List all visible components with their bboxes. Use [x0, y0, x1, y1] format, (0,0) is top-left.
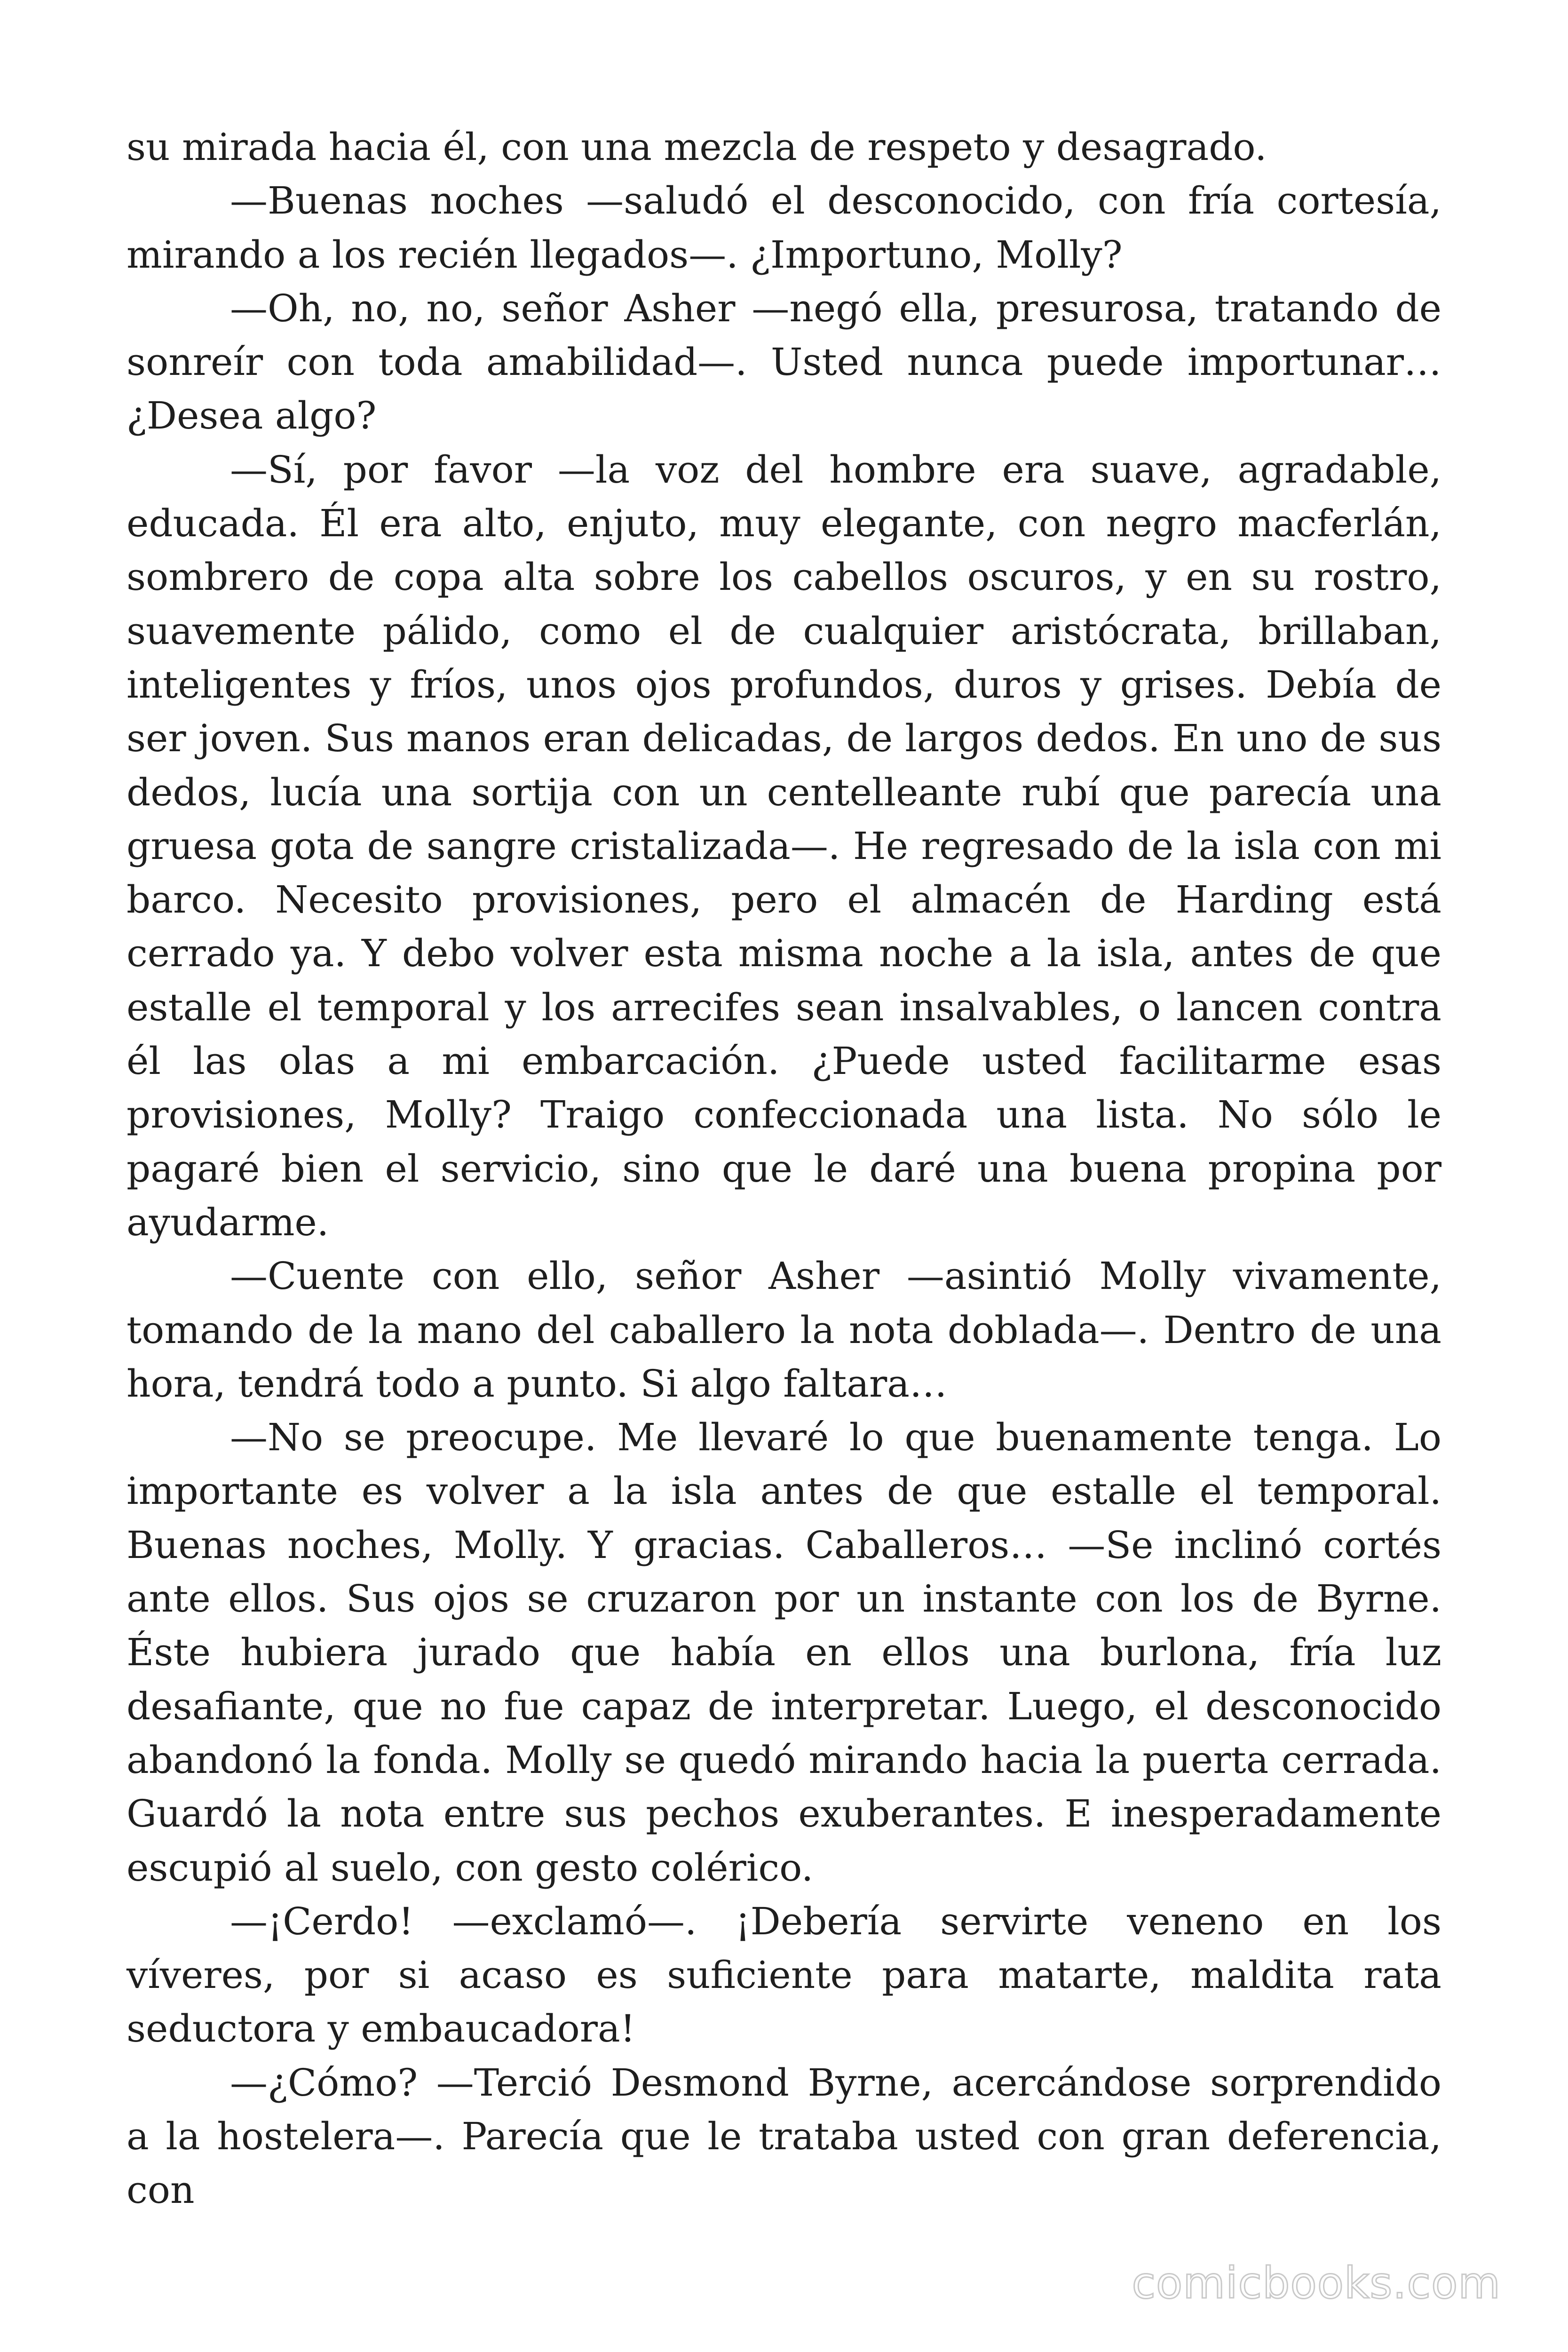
- paragraph-dialogue: —¡Cerdo! —exclamó—. ¡Debería servirte veneno en los víveres, por si acaso es suficiente para matarte, maldita rata seductora y embaucadora!: [127, 1899, 1441, 2051]
- watermark-text: comicbooks.com: [1132, 2258, 1501, 2308]
- paragraph-dialogue: —Oh, no, no, señor Asher —negó ella, presurosa, tratando de sonreír con toda amabilidad—. Usted nunca puede importunar… ¿Desea algo?: [127, 286, 1441, 438]
- paragraph-dialogue: —No se preocupe. Me llevaré lo que buenamente tenga. Lo importante es volver a la isla antes de que estalle el temporal. Buenas noches, Molly. Y gracias. Caballeros… —Se inclinó cortés ante ellos. Sus ojos se cruzaron por un instante con los de Byrne. Éste hubiera jurado que había en ellos una burlona, fría luz desafiante, que no fue capaz de interpretar. Luego, el desconocido abandonó la fonda. Molly se quedó mirando hacia la puerta cerrada. Guardó la nota entre sus pechos exuberantes. E inesperadamente escupió al suelo, con gesto colérico.: [127, 1415, 1441, 1890]
- book-page: [127, 120, 1441, 2217]
- paragraph-continuation: su mirada hacia él, con una mezcla de respeto y desagrado.: [127, 125, 1267, 169]
- paragraph-dialogue: —Cuente con ello, señor Asher —asintió Molly vivamente, tomando de la mano del caballero la nota doblada—. Dentro de una hora, tendrá todo a punto. Si algo faltara…: [127, 1254, 1441, 1406]
- paragraph-dialogue: —Buenas noches —saludó el desconocido, con fría cortesía, mirando a los recién llegados—. ¿Importuno, Molly?: [127, 179, 1441, 277]
- paragraph-dialogue: —Sí, por favor —la voz del hombre era suave, agradable, educada. Él era alto, enjuto, muy elegante, con negro macferlán, sombrero de copa alta sobre los cabellos oscuros, y en su rostro, suavemente pálido, como el de cualquier aristócrata, brillaban, inteligentes y fríos, unos ojos profundos, duros y grises. Debía de ser joven. Sus manos eran delicadas, de largos dedos. En uno de sus dedos, lucía una sortija con un centelleante rubí que parecía una gruesa gota de sangre cristalizada—. He regresado de la isla con mi barco. Necesito provisiones, pero el almacén de Harding está cerrado ya. Y debo volver esta misma noche a la isla, antes de que estalle el temporal y los arrecifes sean insalvables, o lancen contra él las olas a mi embarcación. ¿Puede usted facilitarme esas provisiones, Molly? Traigo confeccionada una lista. No sólo le pagaré bien el servicio, sino que le daré una buena propina por ayudarme.: [127, 447, 1441, 1244]
- paragraph-dialogue: —¿Cómo? —Terció Desmond Byrne, acercándose sorprendido a la hostelera—. Parecía que le trataba usted con gran deferencia, con: [127, 2060, 1441, 2212]
